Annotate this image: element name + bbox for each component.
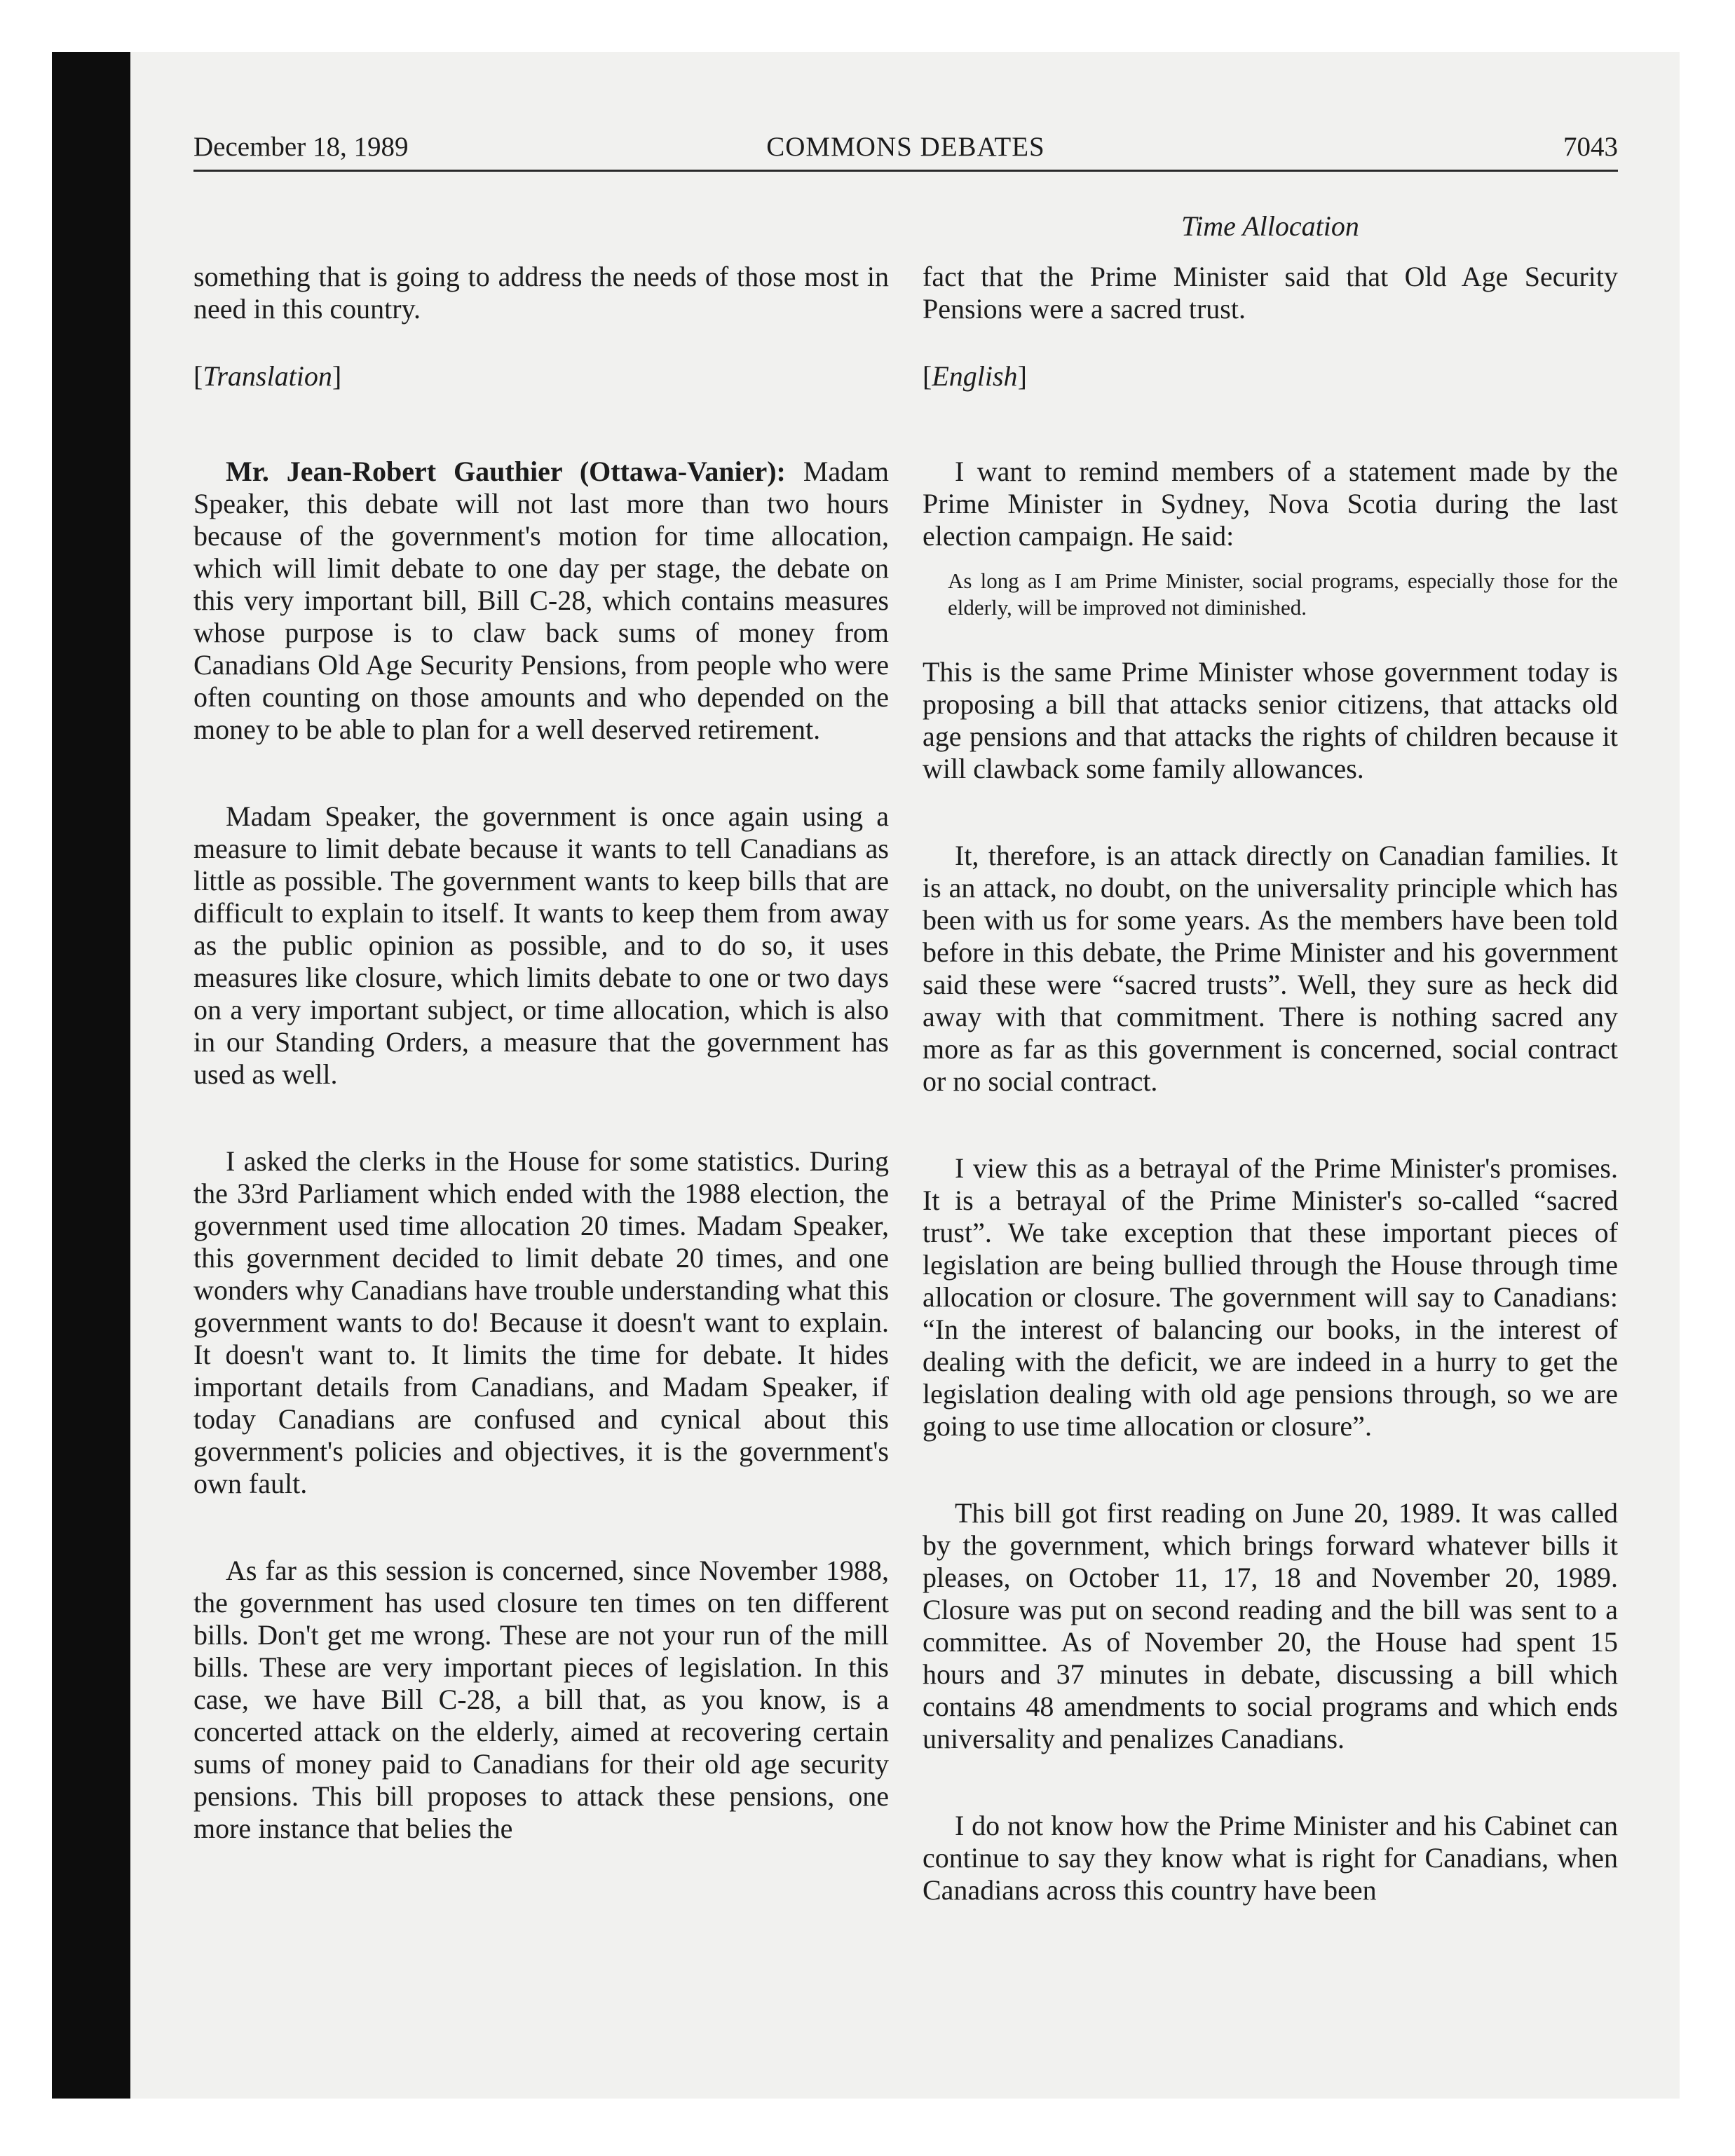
paragraph: Madam Speaker, the government is once again using a measure to limit debate because it wants to tell Canadians as little as possible. The government wants to keep bills that are difficult to explain to itself. It wants to keep them from away as the public opinion as possible, and to do so, it uses measures like closure, which limits debate to one or two days on a very important subject, or time allocation, which is also in our Standing Orders, a measure that the government has used as well. <box>193 800 889 1090</box>
paragraph: something that is going to address the needs of those most in need in this country. <box>193 261 889 325</box>
left-column <box>193 261 889 1845</box>
paragraph: As far as this session is concerned, since November 1988, the government has used closure ten times on ten different bills. Don't get me wrong. These are not your run of the mill bills. These are very important pieces of legislation. In this case, we have Bill C-28, a bill that, as you know, is a concerted attack on the elderly, aimed at recovering certain sums of money paid to Canadians for their old age security pensions. This bill proposes to attack these pensions, one more instance that belies the <box>193 1555 889 1844</box>
block-quote: As long as I am Prime Minister, social programs, especially those for the elderly, will be improved not diminished. <box>948 568 1618 620</box>
speech-paragraph <box>193 456 889 746</box>
right-column <box>923 261 1618 1906</box>
language-tag-text: Translation <box>203 360 332 392</box>
paragraph: I asked the clerks in the House for some statistics. During the 33rd Parliament which ended with the 1988 election, the government used time allocation 20 times. Madam Speaker, this government decided to limit debate 20 times, and one wonders why Canadians have trouble understanding what this government wants to do! Because it doesn't want to explain. It doesn't want to. It limits the time for debate. It hides important details from Canadians, and Madam Speaker, if today Canadians are confused and cynical about this government's policies and objectives, it is the government's own fault. <box>193 1145 890 1499</box>
paragraph: I view this as a betrayal of the Prime Minister's promises. It is a betrayal of the Prime Minister's so-called “sacred trust”. We take exception that these important pieces of legislation are being bullied through the House through time allocation or closure. The government will say to Canadians: “In the interest of balancing our books, in the interest of dealing with the deficit, we are indeed in a hurry to get the legislation dealing with old age pensions through, so we are going to use time allocation or closure”. <box>923 1152 1618 1442</box>
header-page-number: 7043 <box>1563 132 1618 162</box>
paragraph: fact that the Prime Minister said that Old Age Security Pensions were a sacred trust. <box>923 261 1618 325</box>
paragraph: I do not know how the Prime Minister and his Cabinet can continue to say they know what is right for Canadians, when Canadians across this country have been <box>923 1810 1618 1906</box>
paragraph: It, therefore, is an attack directly on Canadian families. It is an attack, no doubt, on the universality principle which has been with us for some years. As the members have been told before in this debate, the Prime Minister and his government said these were “sacred trusts”. Well, they sure as heck did away with that commitment. There is nothing sacred any more as far as this government is concerned, social contract or no social contract. <box>923 840 1618 1097</box>
section-title: Time Allocation <box>1181 210 1359 242</box>
language-tag: [Translation] <box>193 360 342 392</box>
paragraph: This is the same Prime Minister whose government today is proposing a bill that attacks senior citizens, that attacks old age pensions and that attacks the rights of children because it will clawback some family allowances. <box>923 656 1618 784</box>
running-header <box>193 125 1618 172</box>
paragraph: I want to remind members of a statement made by the Prime Minister in Sydney, Nova Scotia during the last election campaign. He said: <box>923 456 1618 552</box>
language-tag: [English] <box>923 360 1027 392</box>
speech-text: Madam Speaker, this debate will not last more than two hours because of the government's motion for time allocation, which will limit debate to one day per stage, the debate on this very important bill, Bill C-28, which contains measures whose purpose is to claw back sums of money from Canadians Old Age Security Pensions, from people who were often counting on those amounts and who depended on the money to be able to plan for a well deserved retirement. <box>193 456 889 745</box>
header-date: December 18, 1989 <box>193 132 409 162</box>
paragraph: This bill got first reading on June 20, 1989. It was called by the government, which brings forward whatever bills it pleases, on October 11, 17, 18 and November 20, 1989. Closure was put on second reading and the bill was sent to a committee. As of November 20, the House had spent 15 hours and 37 minutes in debate, discussing a bill which contains 48 amendments to social programs and which ends universality and penalizes Canadians. <box>923 1497 1618 1754</box>
speaker-name: Mr. Jean-Robert Gauthier (Ottawa-Vanier): <box>226 456 786 487</box>
language-tag-text: English <box>932 360 1018 392</box>
binding-shadow <box>52 52 130 2099</box>
header-journal-title: COMMONS DEBATES <box>766 132 1045 162</box>
